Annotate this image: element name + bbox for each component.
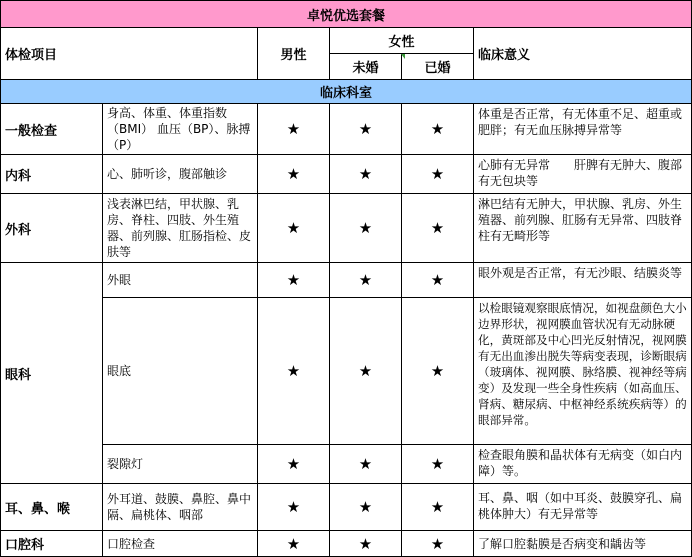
star-married: ★ bbox=[401, 297, 474, 445]
detail-eye-slitlamp: 裂隙灯 bbox=[102, 444, 258, 484]
star-unmarried: ★ bbox=[329, 103, 402, 155]
star-married: ★ bbox=[401, 530, 474, 557]
star-unmarried: ★ bbox=[329, 444, 402, 484]
header-unmarried: 未婚 bbox=[329, 53, 402, 80]
star-male: ★ bbox=[257, 154, 330, 194]
meaning-eye-external: 眼外观是否正常，有无沙眼、结膜炎等 bbox=[473, 262, 692, 298]
star-married: ★ bbox=[401, 444, 474, 484]
star-male: ★ bbox=[257, 297, 330, 445]
detail-eye-external: 外眼 bbox=[102, 262, 258, 298]
star-unmarried: ★ bbox=[329, 154, 402, 194]
header-item: 体检项目 bbox=[0, 27, 258, 80]
category-oral: 口腔科 bbox=[0, 530, 103, 557]
star-unmarried: ★ bbox=[329, 530, 402, 557]
package-title: 卓悦优选套餐 bbox=[0, 0, 692, 28]
star-married: ★ bbox=[401, 154, 474, 194]
star-unmarried: ★ bbox=[329, 193, 402, 263]
star-married: ★ bbox=[401, 193, 474, 263]
detail-ent: 外耳道、鼓膜、鼻腔、鼻中隔、扁桃体、咽部 bbox=[102, 483, 258, 531]
star-male: ★ bbox=[257, 103, 330, 155]
detail-internal: 心、肺听诊，腹部触诊 bbox=[102, 154, 258, 194]
star-unmarried: ★ bbox=[329, 262, 402, 298]
star-male: ★ bbox=[257, 483, 330, 531]
detail-oral: 口腔检查 bbox=[102, 530, 258, 557]
header-meaning: 临床意义 bbox=[473, 27, 692, 80]
meaning-general: 体重是否正常，有无体重不足、超重或肥胖；有无血压脉搏异常等 bbox=[473, 103, 692, 155]
star-married: ★ bbox=[401, 262, 474, 298]
meaning-surgery: 淋巴结有无肿大，甲状腺、乳房、外生殖器、前列腺、肛肠有无异常、四肢脊柱有无畸形等 bbox=[473, 193, 692, 263]
header-female: 女性 bbox=[329, 27, 474, 54]
category-surgery: 外科 bbox=[0, 193, 103, 263]
cell-comment-marker bbox=[401, 54, 405, 59]
star-male: ★ bbox=[257, 262, 330, 298]
category-internal: 内科 bbox=[0, 154, 103, 194]
star-male: ★ bbox=[257, 193, 330, 263]
section-clinical: 临床科室 bbox=[0, 79, 692, 104]
star-male: ★ bbox=[257, 530, 330, 557]
star-unmarried: ★ bbox=[329, 297, 402, 445]
category-eye: 眼科 bbox=[0, 262, 103, 484]
detail-general: 身高、体重、体重指数（BMI） 血压（BP）、脉搏（P） bbox=[102, 103, 258, 155]
meaning-internal: 心肺有无异常 肝脾有无肿大、腹部有无包块等 bbox=[473, 154, 692, 194]
star-male: ★ bbox=[257, 444, 330, 484]
meaning-eye-slitlamp: 检查眼角膜和晶状体有无病变（如白内障）等。 bbox=[473, 444, 692, 484]
header-married: 已婚 bbox=[401, 53, 474, 80]
category-general: 一般检查 bbox=[0, 103, 103, 155]
detail-surgery: 浅表淋巴结，甲状腺、乳房、脊柱、四肢、外生殖器、前列腺、肛肠指检、皮肤等 bbox=[102, 193, 258, 263]
detail-eye-fundus: 眼底 bbox=[102, 297, 258, 445]
header-male: 男性 bbox=[257, 27, 330, 80]
star-married: ★ bbox=[401, 483, 474, 531]
meaning-ent: 耳、鼻、咽（如中耳炎、鼓膜穿孔、扁桃体肿大）有无异常等 bbox=[473, 483, 692, 531]
star-unmarried: ★ bbox=[329, 483, 402, 531]
star-married: ★ bbox=[401, 103, 474, 155]
category-ent: 耳、鼻、喉 bbox=[0, 483, 103, 531]
meaning-oral: 了解口腔黏膜是否病变和龋齿等 bbox=[473, 530, 692, 557]
meaning-eye-fundus: 以检眼镜观察眼底情况，如视盘颜色大小边界形状，视网膜血管状况有无动脉硬化，黄斑部及中心凹光反射情况，视网膜有无出血渗出脱失等病变表现，诊断眼病（玻璃体、视网膜、脉络膜、视神经等病变）及发现一些全身性疾病（如高血压、肾病、糖尿病、中枢神经系统疾病等）的眼部异常。 bbox=[473, 297, 692, 445]
